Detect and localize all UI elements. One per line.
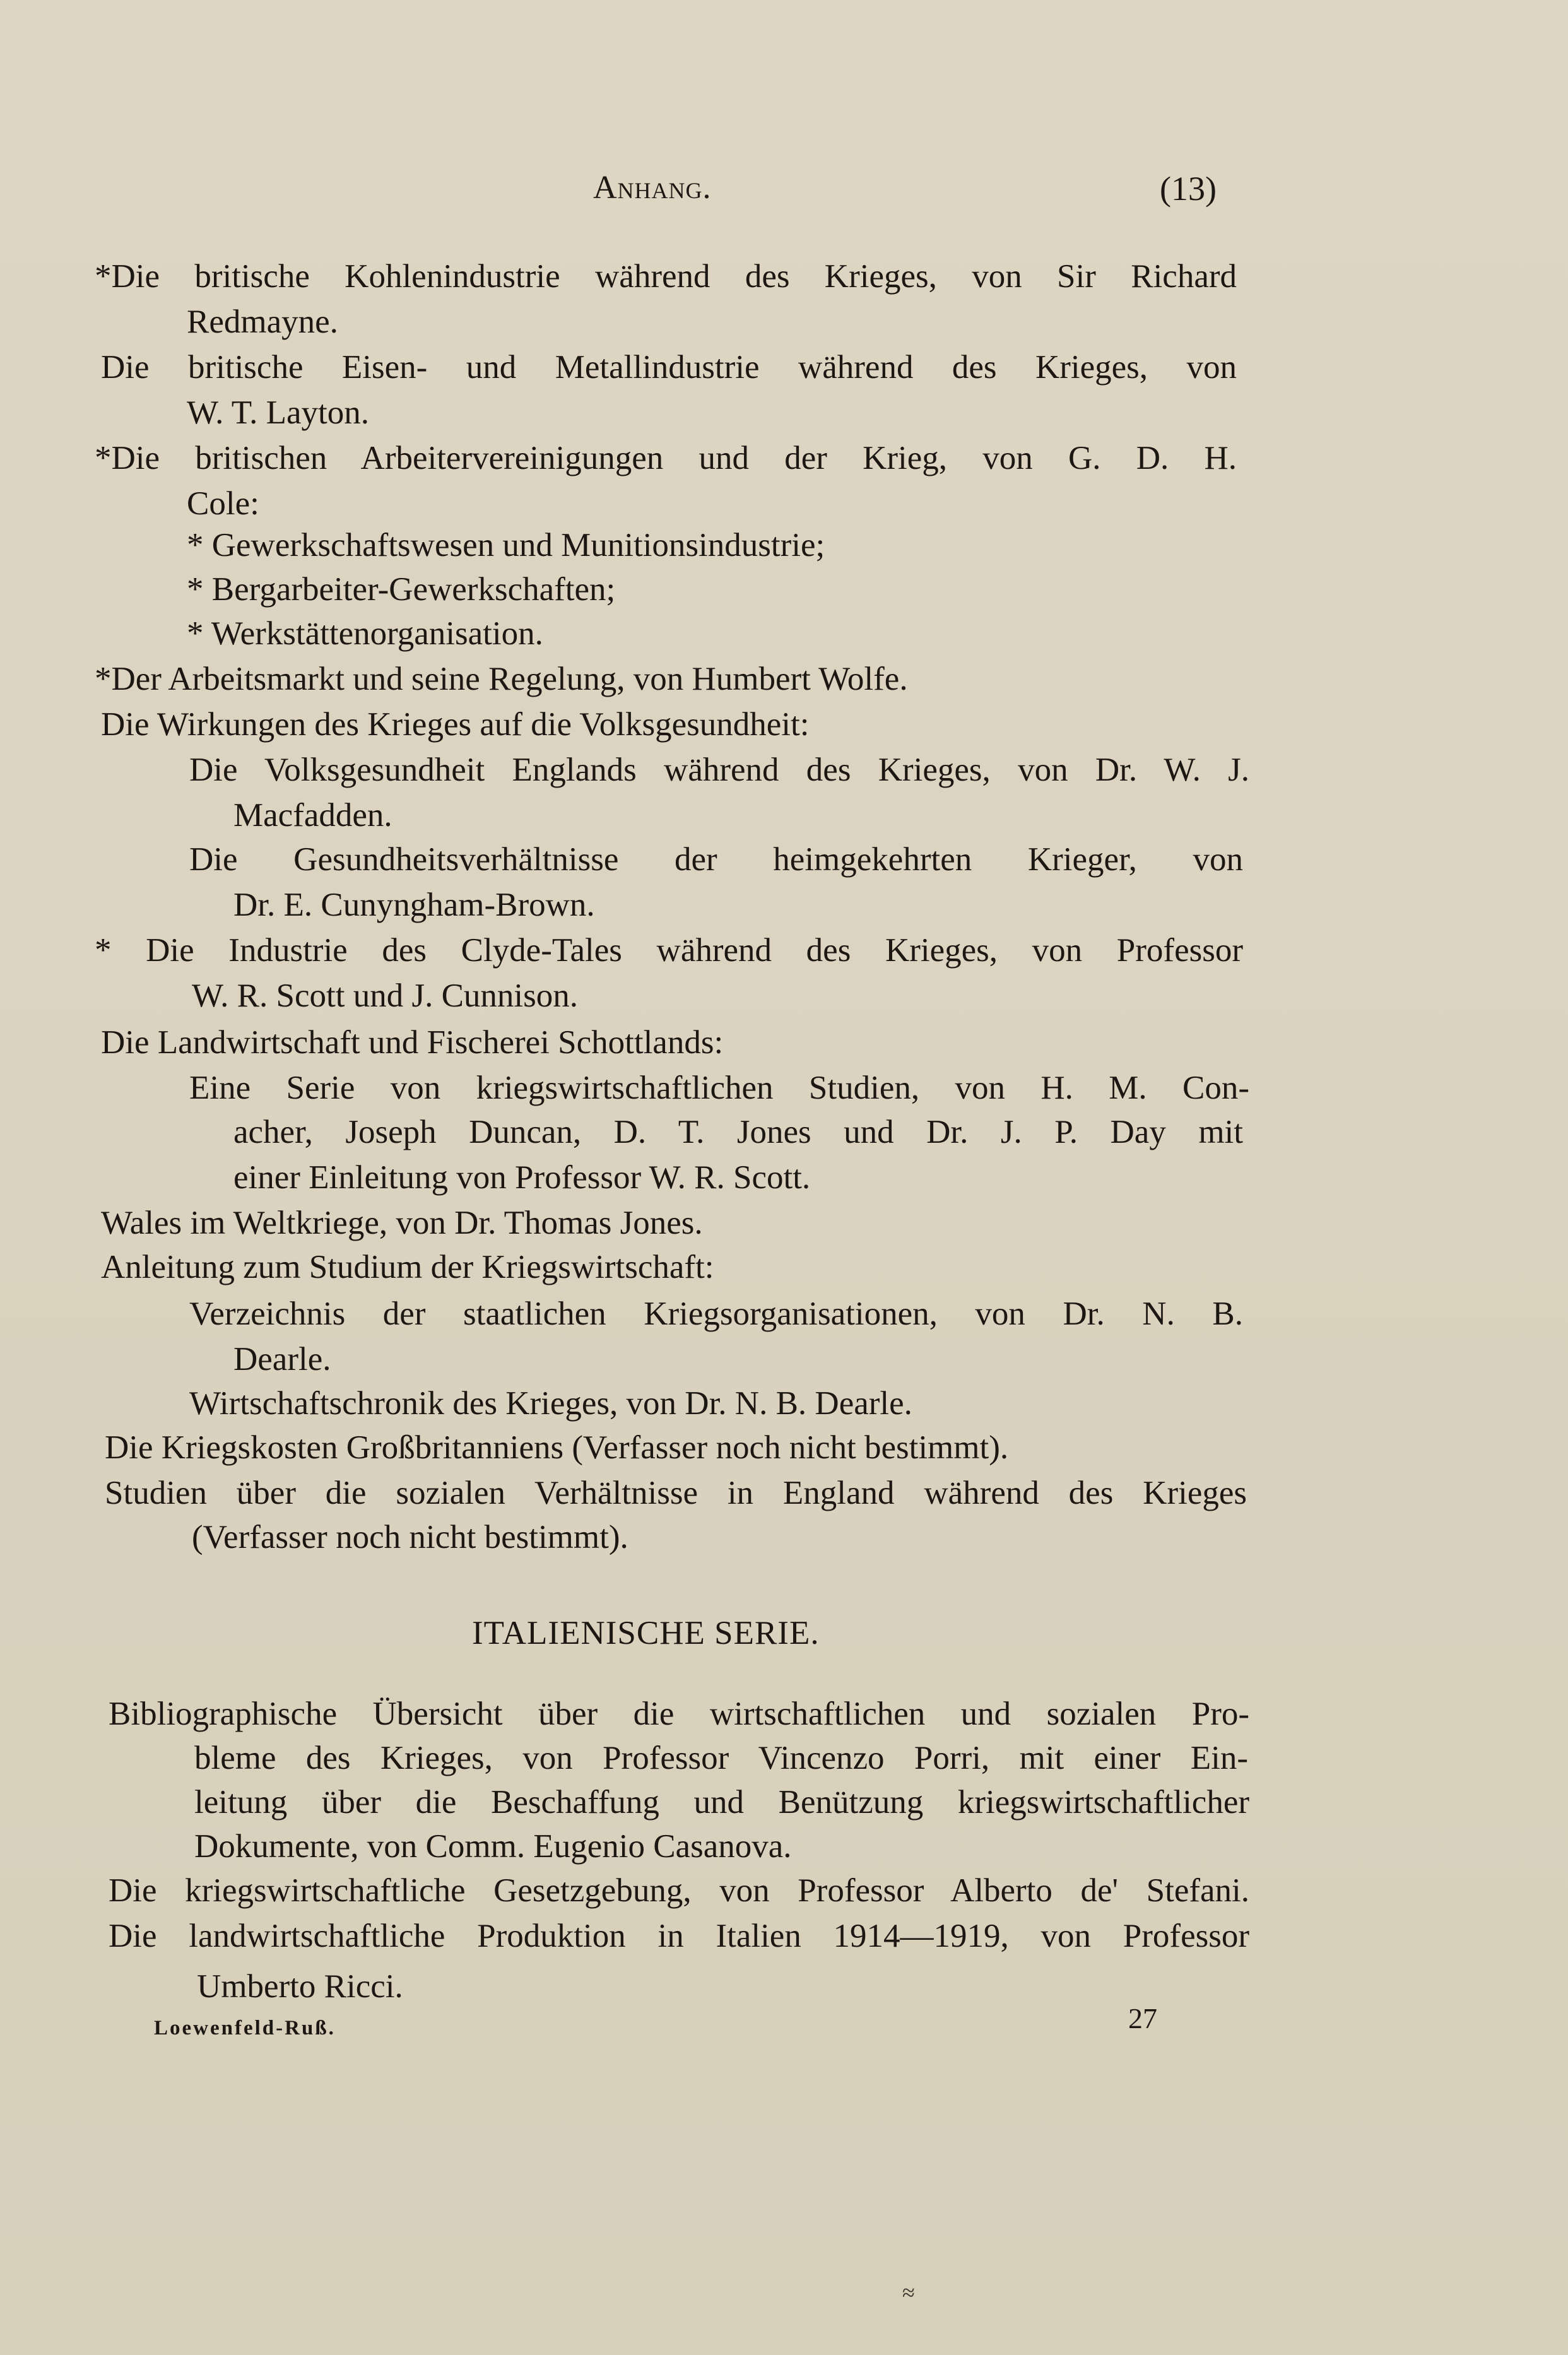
text-line: einer Einleitung von Professor W. R. Scott. <box>233 1159 811 1196</box>
running-head: Anhang. <box>593 170 712 206</box>
section-heading: ITALIENISCHE SERIE. <box>472 1615 820 1651</box>
text-line: Die Volksgesundheit Englands während des Krieges, von Dr. W. J. <box>189 752 1249 788</box>
text-line: leitung über die Beschaffung und Benützung kriegswirtschaftlicher <box>194 1784 1249 1821</box>
text-line: Redmayne. <box>187 304 338 340</box>
text-line: * Werkstättenorganisation. <box>187 615 543 652</box>
text-line: Die landwirtschaftliche Produktion in Italien 1914—1919, von Professor <box>109 1918 1249 1954</box>
text-line: * Die Industrie des Clyde-Tales während des Krieges, von Professor <box>95 932 1243 969</box>
text-line: Die Gesundheitsverhältnisse der heimgekehrten Krieger, von <box>189 841 1243 878</box>
text-line: Cole: <box>187 485 259 522</box>
text-line: acher, Joseph Duncan, D. T. Jones und Dr. J. P. Day mit <box>233 1114 1243 1150</box>
text-line: Dr. E. Cunyngham-Brown. <box>233 887 595 923</box>
page-marker: (13) <box>1160 170 1217 208</box>
footer-sheet-number: 27 <box>1128 2002 1157 2034</box>
text-line: Dearle. <box>233 1341 331 1378</box>
text-line: * Bergarbeiter-Gewerkschaften; <box>187 571 616 608</box>
text-line: Die kriegswirtschaftliche Gesetzgebung, von Professor Alberto de' Stefani. <box>109 1872 1249 1909</box>
text-line: Umberto Ricci. <box>197 1968 403 2005</box>
footer-signature: Loewenfeld-Ruß. <box>154 2017 336 2039</box>
text-line: Die Landwirtschaft und Fischerei Schottlands: <box>101 1024 724 1061</box>
text-line: bleme des Krieges, von Professor Vincenzo Porri, mit einer Ein- <box>194 1740 1248 1776</box>
text-line: *Die britische Kohlenindustrie während des Krieges, von Sir Richard <box>95 258 1237 295</box>
text-line: (Verfasser noch nicht bestimmt). <box>192 1519 628 1555</box>
text-line: Die Kriegskosten Großbritanniens (Verfasser noch nicht bestimmt). <box>105 1429 1009 1466</box>
text-line: * Gewerkschaftswesen und Munitionsindustrie; <box>187 527 825 564</box>
text-line: Eine Serie von kriegswirtschaftlichen Studien, von H. M. Con- <box>189 1070 1249 1106</box>
text-line: Anleitung zum Studium der Kriegswirtschaft: <box>101 1249 714 1285</box>
text-line: Macfadden. <box>233 797 392 834</box>
text-line: Dokumente, von Comm. Eugenio Casanova. <box>194 1828 792 1865</box>
text-line: Bibliographische Übersicht über die wirtschaftlichen und sozialen Pro- <box>109 1696 1249 1732</box>
text-line: Wirtschaftschronik des Krieges, von Dr. N. B. Dearle. <box>189 1385 912 1422</box>
text-line: *Der Arbeitsmarkt und seine Regelung, von Humbert Wolfe. <box>95 661 908 697</box>
bottom-ornament: ≈ <box>902 2280 915 2305</box>
text-line: Die Wirkungen des Krieges auf die Volksgesundheit: <box>101 706 810 743</box>
text-line: W. R. Scott und J. Cunnison. <box>192 977 579 1014</box>
text-line: Wales im Weltkriege, von Dr. Thomas Jones. <box>101 1205 703 1241</box>
text-line: Verzeichnis der staatlichen Kriegsorganisationen, von Dr. N. B. <box>189 1296 1243 1332</box>
text-line: Studien über die sozialen Verhältnisse in England während des Krieges <box>105 1475 1247 1511</box>
text-line: W. T. Layton. <box>187 394 370 431</box>
text-line: Die britische Eisen- und Metallindustrie während des Krieges, von <box>101 349 1237 386</box>
text-line: *Die britischen Arbeitervereinigungen und der Krieg, von G. D. H. <box>95 440 1237 476</box>
